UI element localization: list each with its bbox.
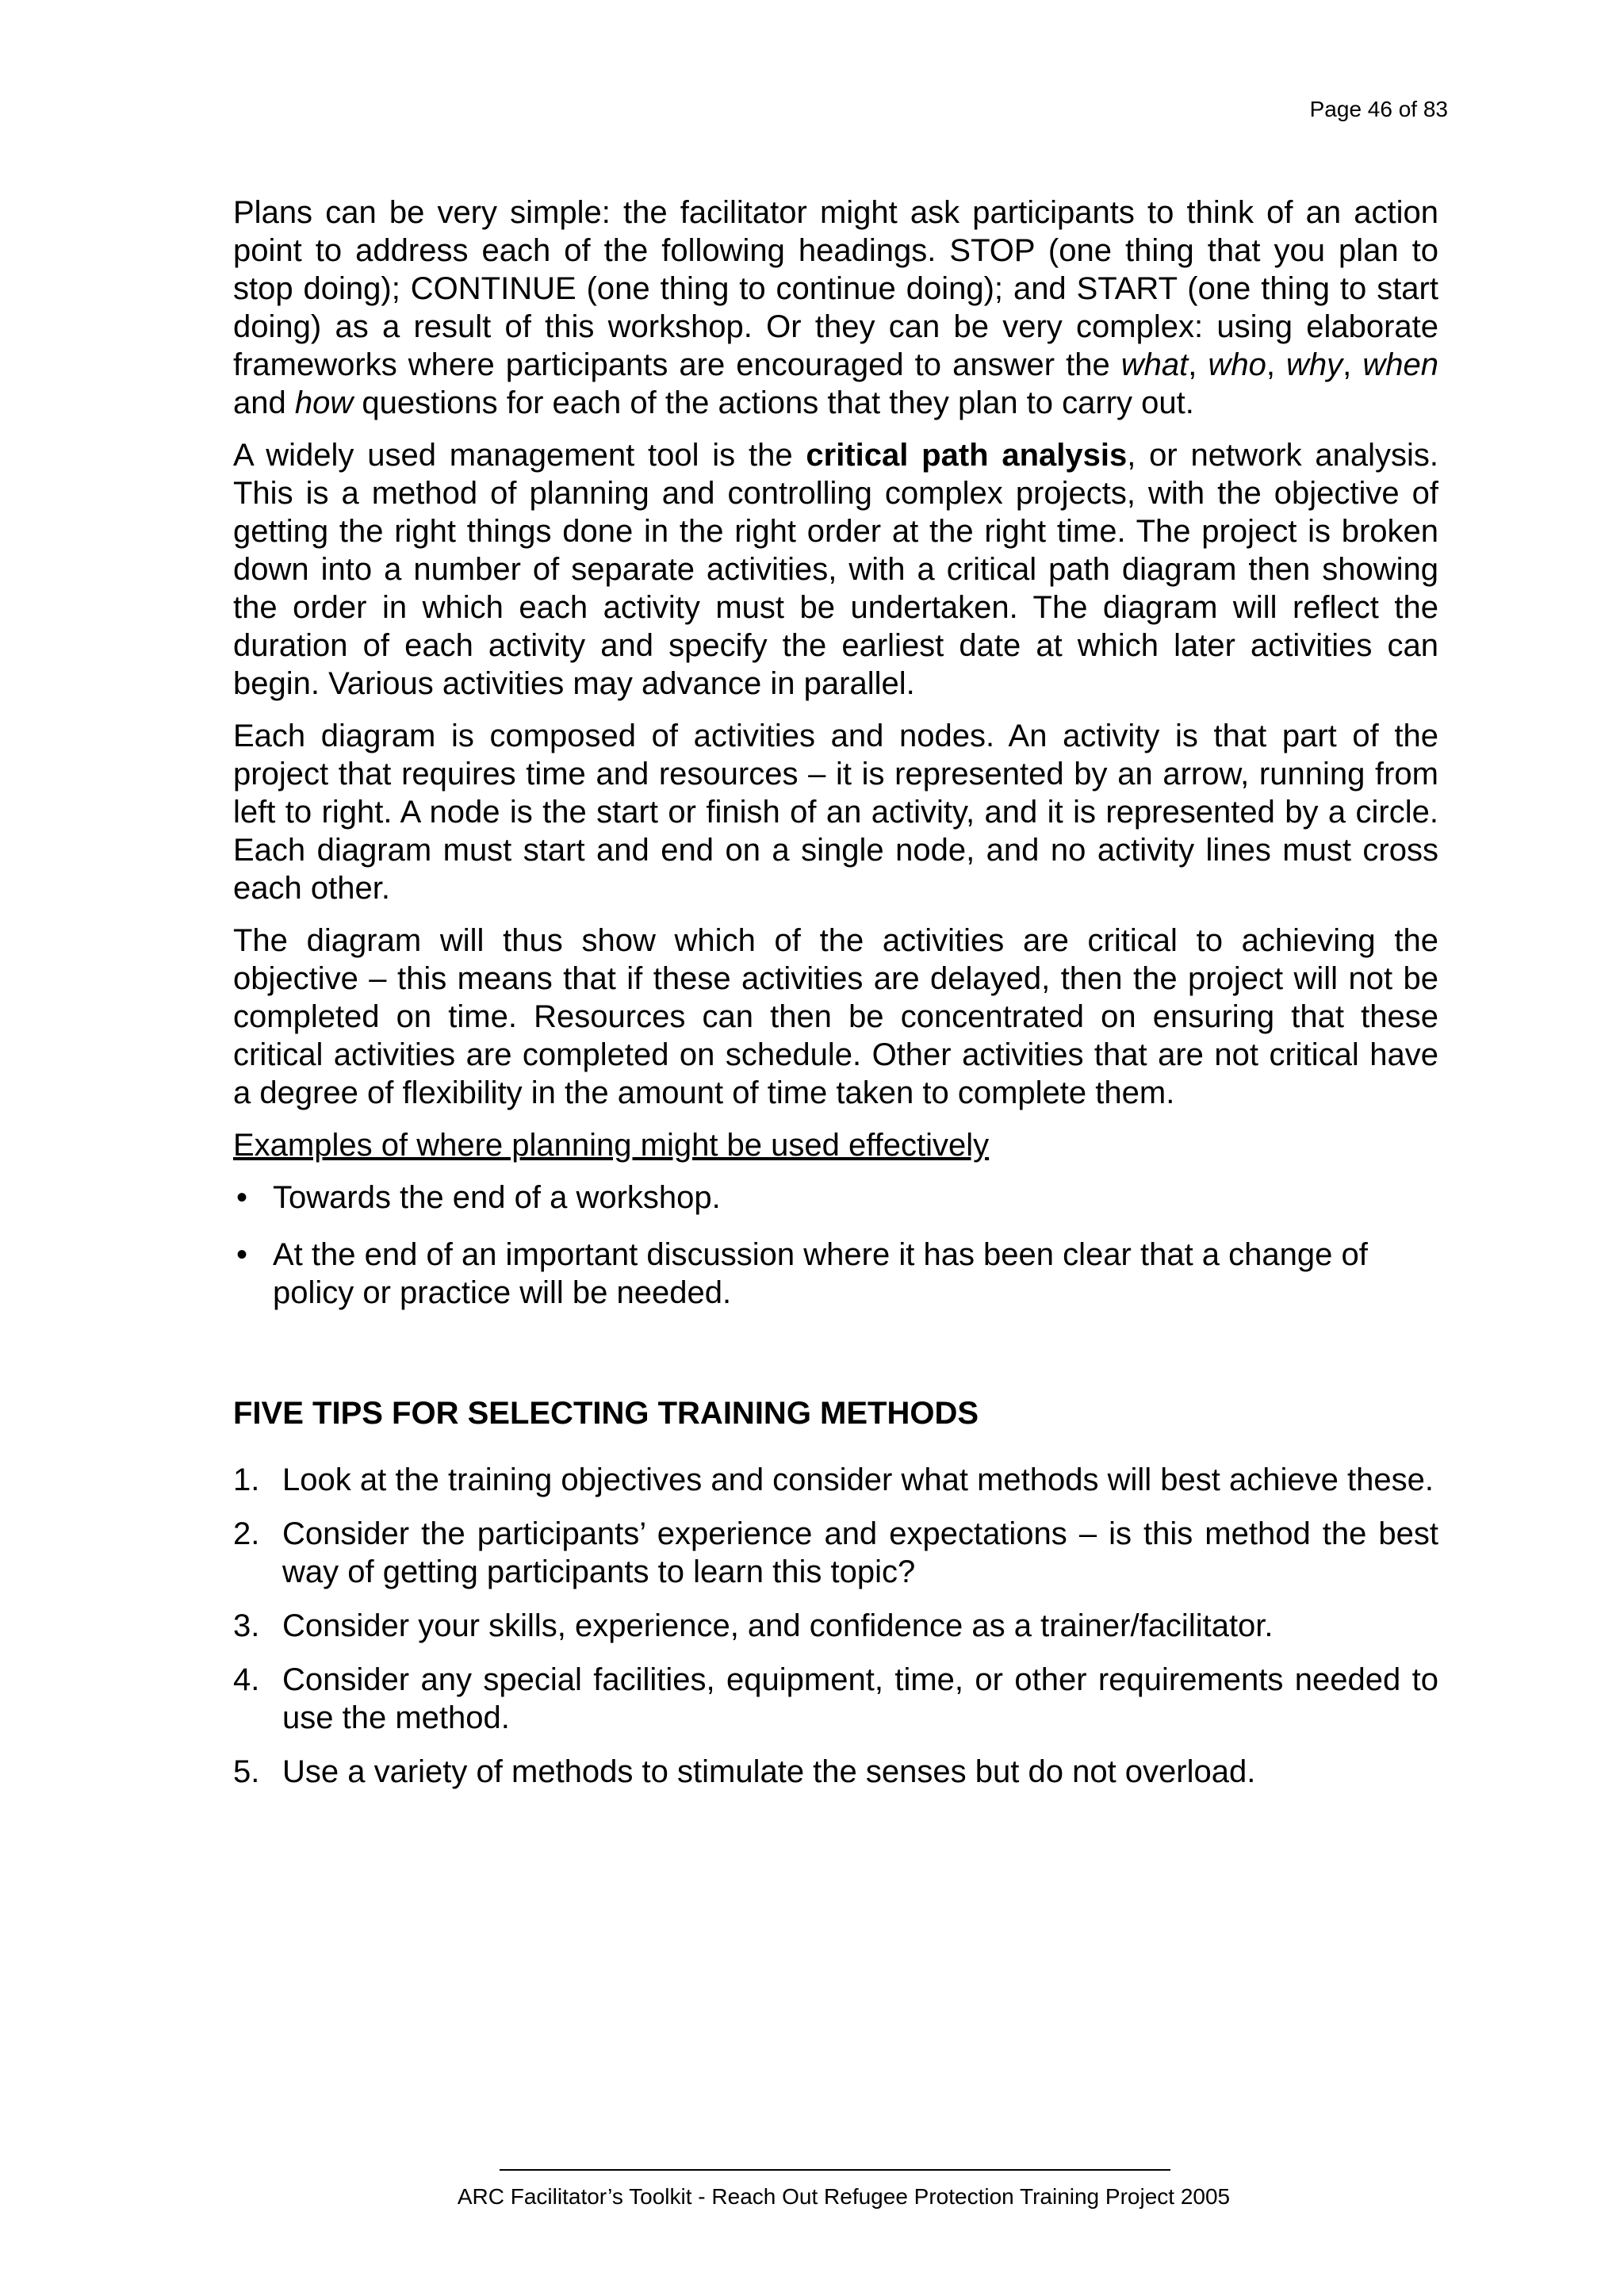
list-number: 4. bbox=[233, 1662, 260, 1697]
italic-what: what bbox=[1120, 347, 1189, 382]
list-item bbox=[233, 1179, 1438, 1217]
tips-list bbox=[233, 1461, 1438, 1791]
paragraph-text: questions for each of the actions that they plan to carry out. bbox=[353, 385, 1194, 420]
list-item bbox=[233, 1461, 1438, 1499]
list-item-text: Use a variety of methods to stimulate the senses but do not overload. bbox=[282, 1754, 1256, 1789]
list-number: 2. bbox=[233, 1516, 260, 1551]
document-body bbox=[233, 194, 1438, 1807]
list-item-text: Towards the end of a workshop. bbox=[273, 1180, 721, 1215]
list-item-text: At the end of an important discussion where it has been clear that a change of policy or practice will be needed. bbox=[273, 1237, 1368, 1310]
paragraph-text: Plans can be very simple: the facilitator might ask participants to think of an action point to address each of the following headings. STOP (one thing that you plan to stop doing); CONTINUE (one thing to continue doing); and START (one thing to start doing) as a result of this workshop. Or they can be very complex: using elaborate frameworks where participants are encouraged to answer the bbox=[233, 195, 1438, 382]
bullet-icon: • bbox=[236, 1237, 248, 1272]
paragraph-text: A widely used management tool is the bbox=[233, 438, 806, 473]
list-item-text: Consider the participants’ experience and expectations – is this method the best way of getting participants to learn this topic? bbox=[282, 1516, 1438, 1589]
list-item-text: Consider your skills, experience, and confidence as a trainer/facilitator. bbox=[282, 1608, 1274, 1643]
examples-list bbox=[233, 1179, 1438, 1312]
list-item-text: Consider any special facilities, equipment, time, or other requirements needed to use the method. bbox=[282, 1662, 1438, 1735]
separator: , bbox=[1188, 347, 1208, 382]
footer-divider bbox=[500, 2169, 1170, 2171]
paragraph-critical-path bbox=[233, 436, 1438, 703]
list-number: 1. bbox=[233, 1462, 260, 1497]
paragraph-plans bbox=[233, 194, 1438, 422]
list-item bbox=[233, 1515, 1438, 1591]
list-item-text: Look at the training objectives and consider what methods will best achieve these. bbox=[282, 1462, 1434, 1497]
paragraph-text: , or network analysis. This is a method of planning and controlling complex projects, with the objective of getting the right things done in the right order at the right time. The project is broken down into a number of separate activities, with a critical path diagram then showing the order in which each activity must be undertaken. The diagram will reflect the duration of each activity and specify the earliest date at which later activities can begin. Various activities may advance in parallel. bbox=[233, 438, 1438, 701]
italic-how: how bbox=[294, 385, 354, 420]
bold-critical-path-analysis: critical path analysis bbox=[806, 438, 1128, 473]
list-item bbox=[233, 1236, 1438, 1312]
list-number: 5. bbox=[233, 1754, 260, 1789]
separator: and bbox=[233, 385, 295, 420]
list-number: 3. bbox=[233, 1608, 260, 1643]
list-item bbox=[233, 1753, 1438, 1791]
page-number: Page 46 of 83 bbox=[1309, 97, 1448, 121]
italic-when: when bbox=[1362, 347, 1438, 382]
italic-who: who bbox=[1208, 347, 1266, 382]
list-item bbox=[233, 1661, 1438, 1737]
list-item bbox=[233, 1607, 1438, 1645]
bullet-icon: • bbox=[236, 1180, 248, 1215]
paragraph-diagram-composition: Each diagram is composed of activities and nodes. An activity is that part of the project that requires time and resources – it is represented by an arrow, running from left to right. A node is the start or finish of an activity, and it is represented by a circle. Each diagram must start and end on a single node, and no activity lines must cross each other. bbox=[233, 719, 1438, 906]
separator: , bbox=[1266, 347, 1287, 382]
separator: , bbox=[1342, 347, 1363, 382]
italic-why: why bbox=[1286, 347, 1343, 382]
footer-text: ARC Facilitator’s Toolkit - Reach Out Refugee Protection Training Project 2005 bbox=[457, 2184, 1231, 2209]
examples-subheading: Examples of where planning might be used effectively bbox=[233, 1128, 990, 1163]
tips-heading: FIVE TIPS FOR SELECTING TRAINING METHODS bbox=[233, 1396, 979, 1431]
paragraph-critical-activities: The diagram will thus show which of the activities are critical to achieving the objective – this means that if these activities are delayed, then the project will not be completed on time. Resources can then be concentrated on ensuring that these critical activities are completed on schedule. Other activities that are not critical have a degree of flexibility in the amount of time taken to complete them. bbox=[233, 923, 1438, 1110]
